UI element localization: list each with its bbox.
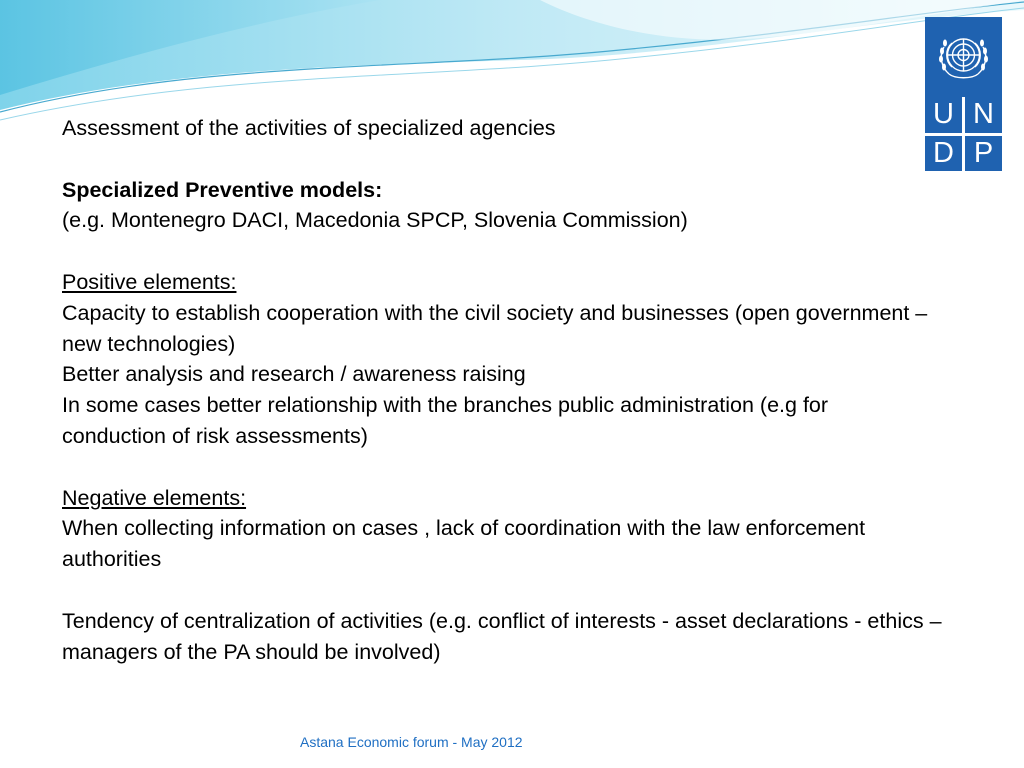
negative-item: Tendency of centralization of activities (e.g. conflict of interests - asset declarations - ethics – managers of the PA should be involved) [62, 608, 942, 664]
header-wave-decoration [0, 0, 1024, 130]
footer-text: Astana Economic forum - May 2012 [300, 734, 523, 750]
models-examples: (e.g. Montenegro DACI, Macedonia SPCP, Slovenia Commission) [62, 208, 688, 233]
negative-item: When collecting information on cases , lack of coordination with the law enforcement authorities [62, 516, 866, 572]
slide-body [62, 113, 942, 667]
positive-item: Capacity to establish cooperation with the civil society and businesses (open government – new technologies) [62, 300, 928, 356]
positive-heading: Positive elements: [62, 269, 237, 294]
negative-heading: Negative elements: [62, 485, 247, 510]
positive-item: Better analysis and research / awareness raising [62, 362, 526, 387]
positive-item: In some cases better relationship with the branches public administration (e.g for conduction of risk assessments) [62, 393, 829, 448]
models-heading: Specialized Preventive models: [62, 177, 383, 202]
logo-letter: D [925, 136, 962, 172]
logo-letter: N [965, 97, 1002, 133]
logo-letter: P [965, 136, 1002, 172]
logo-letter: U [925, 97, 962, 133]
un-emblem-icon [925, 17, 1002, 94]
intro-text: Assessment of the activities of specialized agencies [62, 116, 556, 140]
